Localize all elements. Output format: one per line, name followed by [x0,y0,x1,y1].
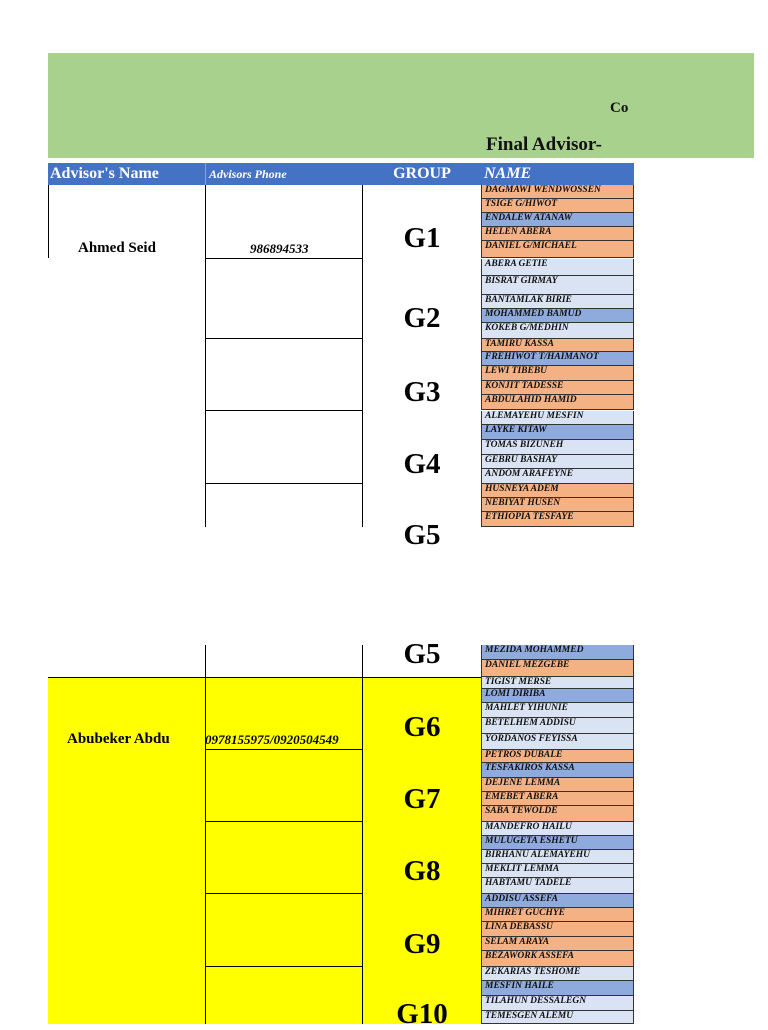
member-name-cell[interactable]: MESFIN HAILE [481,981,634,996]
member-name-cell[interactable]: TOMAS BIZUNEH [481,440,634,455]
member-name-cell[interactable]: SELAM ARAYA [481,937,634,951]
column-header-advisor-phone[interactable]: Advisors Phone [205,163,363,185]
member-name-cell[interactable]: ABERA GETIE [481,259,634,276]
member-name-cell[interactable]: ZEKARIAS TESHOME [481,967,634,981]
group-label-g5-top[interactable]: G5 [403,519,441,551]
grid-line [205,410,362,411]
grid-line [205,749,362,750]
member-name-cell[interactable]: MULUGETA ESHETU [481,836,634,850]
group-label-g10[interactable]: G10 [396,998,448,1030]
member-name-cell[interactable]: MIHRET GUCHYE [481,908,634,922]
grid-line [48,185,49,258]
member-name-cell[interactable]: FREHIWOT T/HAIMANOT [481,352,634,366]
member-name-cell[interactable]: MEKLIT LEMMA [481,864,634,878]
group-label-g7[interactable]: G7 [403,783,441,815]
member-name-cell[interactable]: PETROS DUBALE [481,750,634,763]
member-name-cell[interactable]: KONJIT TADESSE [481,381,634,395]
member-name-cell[interactable]: ANDOM ARAFEYNE [481,469,634,484]
grid-line [205,258,362,259]
member-name-cell[interactable]: TESFAKIROS KASSA [481,763,634,778]
group-label-g8[interactable]: G8 [403,855,441,887]
group-label-g5[interactable]: G5 [403,638,441,670]
grid-line [205,185,206,527]
grid-line [362,645,363,1024]
member-name-cell[interactable]: HUSNEYA ADEM [481,484,634,498]
group-label-g6[interactable]: G6 [403,711,441,743]
member-name-cell[interactable]: YORDANOS FEYISSA [481,734,634,750]
member-name-cell[interactable]: LEWI TIBEBU [481,366,634,381]
member-name-cell[interactable]: SABA TEWOLDE [481,806,634,822]
advisor-name-1[interactable]: Ahmed Seid [78,240,156,256]
group-label-g3[interactable]: G3 [403,376,441,408]
member-name-cell[interactable]: TSIGE G/HIWOT [481,199,634,213]
member-name-cell[interactable]: LAYKE KITAW [481,425,634,440]
member-name-cell[interactable]: ENDALEW ATANAW [481,213,634,227]
member-name-cell[interactable]: NEBIYAT HUSEN [481,498,634,512]
group-label-g1[interactable]: G1 [403,222,441,254]
group-label-g2[interactable]: G2 [403,302,441,334]
group-label-g9[interactable]: G9 [403,928,441,960]
member-name-cell[interactable]: ADDISU ASSEFA [481,894,634,908]
column-header-advisor-name[interactable]: Advisor's Name [48,163,205,185]
advisor-name-2[interactable]: Abubeker Abdu [67,731,170,747]
member-name-cell[interactable]: TAMIRU KASSA [481,339,634,352]
grid-line [48,677,481,678]
member-name-cell[interactable]: BETELHEM ADDISU [481,718,634,734]
member-name-cell[interactable]: DAGMAWI WENDWOSSEN [481,185,634,199]
member-name-cell[interactable]: DANIEL G/MICHAEL [481,241,634,258]
sheet-header-band [48,53,754,158]
member-name-cell[interactable]: BANTAMLAK BIRIE [481,295,634,309]
member-name-cell[interactable]: BEZAWORK ASSEFA [481,951,634,967]
member-name-cell[interactable]: EMEBET ABERA [481,792,634,806]
member-name-cell[interactable]: HABTAMU TADELE [481,878,634,894]
group-label-g5-bottom-clip [363,638,481,677]
grid-line [205,645,206,1024]
group-label-g4[interactable]: G4 [403,448,441,480]
grid-line [205,338,362,339]
member-name-cell[interactable]: ETHIOPIA TESFAYE [481,512,634,527]
grid-line [205,893,362,894]
grid-line [205,483,362,484]
member-name-cell[interactable]: ABDULAHID HAMID [481,395,634,410]
member-name-cell[interactable]: MAHLET YIHUNIE [481,703,634,718]
member-name-cell[interactable]: DEJENE LEMMA [481,778,634,792]
header-title: Final Advisor- [486,134,602,155]
grid-line [205,821,362,822]
group-label-g5-clip [363,485,481,551]
advisor-phone-1[interactable]: 986894533 [250,241,309,256]
member-name-cell[interactable]: BISRAT GIRMAY [481,276,634,295]
grid-line [205,966,362,967]
member-name-cell[interactable]: HELEN ABERA [481,227,634,241]
member-name-cell[interactable]: TIGIST MERSE [481,677,634,689]
member-name-cell[interactable]: MANDEFRO HAILU [481,822,634,836]
member-name-cell[interactable]: BIRHANU ALEMAYEHU [481,850,634,864]
member-name-cell[interactable]: DANIEL MEZGEBE [481,660,634,677]
member-name-cell[interactable]: KOKEB G/MEDHIN [481,323,634,339]
column-header-member-name[interactable]: NAME [481,163,634,185]
member-name-cell[interactable]: ALEMAYEHU MESFIN [481,411,634,425]
member-name-cell[interactable]: LINA DEBASSU [481,922,634,937]
member-name-cell[interactable]: MEZIDA MOHAMMED [481,645,634,660]
member-name-cell[interactable]: TILAHUN DESSALEGN [481,996,634,1011]
advisor-phone-2[interactable]: 0978155975/0920504549 [205,732,339,747]
member-name-cell[interactable]: GEBRU BASHAY [481,455,634,469]
member-name-cell[interactable]: TEMESGEN ALEMU [481,1011,634,1024]
group-label-g10-clip [363,990,481,1030]
member-name-cell[interactable]: MOHAMMED BAMUD [481,309,634,323]
column-header-group[interactable]: GROUP [363,163,481,185]
member-name-cell[interactable]: LOMI DIRIBA [481,689,634,703]
header-co-text: Co [610,100,629,116]
